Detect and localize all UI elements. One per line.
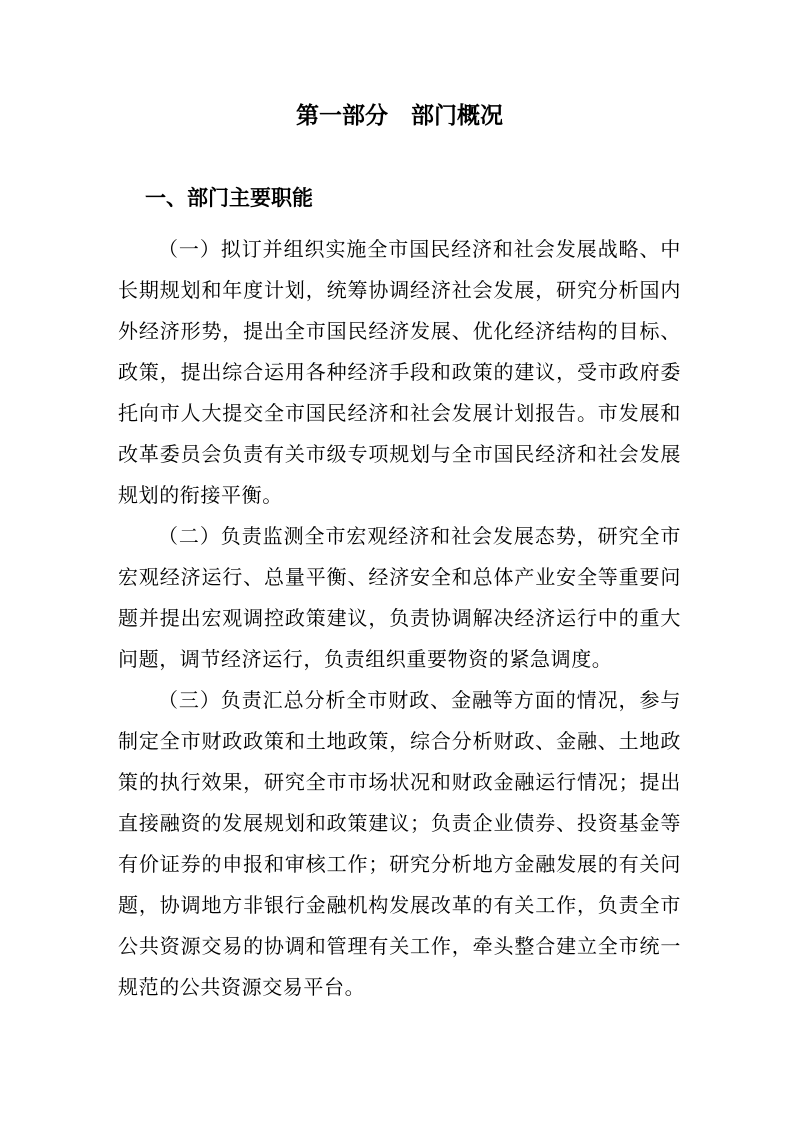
paragraph-3: （三）负责汇总分析全市财政、金融等方面的情况，参与制定全市财政政策和土地政策，综合分析财政、金融、土地政策的执行效果，研究全市市场状况和财政金融运行情况；提出直接融资的发展规划和政策建议；负责企业债券、投资基金等有价证券的申报和审核工作；研究分析地方金融发展的有关问题，协调地方非银行金融机构发展改革的有关工作，负责全市公共资源交易的协调和管理有关工作，牵头整合建立全市统一规范的公共资源交易平台。 — [118, 690, 681, 999]
body-text — [118, 230, 681, 1009]
document-content — [0, 98, 793, 1009]
paragraph-2: （二）负责监测全市宏观经济和社会发展态势，研究全市宏观经济运行、总量平衡、经济安全和总体产业安全等重要问题并提出宏观调控政策建议，负责协调解决经济运行中的重大问题，调节经济运行，负责组织重要物资的紧急调度。 — [118, 526, 681, 671]
section-heading: 一、部门主要职能 — [145, 187, 313, 210]
paragraph-1: （一）拟订并组织实施全市国民经济和社会发展战略、中长期规划和年度计划，统筹协调经济社会发展，研究分析国内外经济形势，提出全市国民经济发展、优化经济结构的目标、政策，提出综合运用各种经济手段和政策的建议，受市政府委托向市人大提交全市国民经济和社会发展计划报告。市发展和改革委员会负责有关市级专项规划与全市国民经济和社会发展规划的衔接平衡。 — [118, 239, 681, 507]
document-title: 第一部分 部门概况 — [296, 102, 503, 128]
